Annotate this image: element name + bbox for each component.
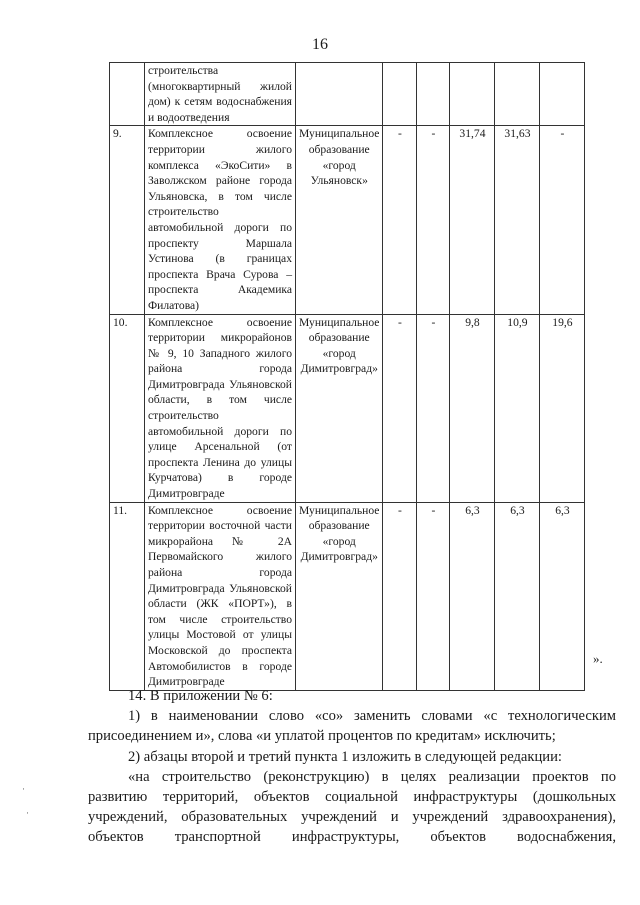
projects-table [109,62,585,691]
table-row [110,314,585,502]
value-cell: 10,9 [495,314,540,502]
project-name: Комплексное освоение территории микрорайонов № 9, 10 Западного жилого района города Димитровграда Ульяновской области, в том числе строительство автомобильной дороги по улице Арсенальной (от проспекта Ленина до улицы Курчатова) в городе Димитровграде [145,314,296,502]
row-number: 9. [110,126,145,314]
value-cell: - [417,126,450,314]
project-owner: Муниципальное образование «город Димитровград» [296,502,383,690]
project-name: Комплексное освоение территории жилого комплекса «ЭкоСити» в Заволжском районе города Ульяновска, в том числе строительство автомобильной дороги по проспекту Маршала Устинова (в границах проспекта Врача Сурова – проспекта Академика Филатова) [145,126,296,314]
value-cell: 31,74 [450,126,495,314]
value-cell: 19,6 [540,314,585,502]
value-cell: - [417,314,450,502]
value-cell: 6,3 [450,502,495,690]
value-cell [495,63,540,126]
closing-quote: ». [593,651,603,666]
row-number: 11. [110,502,145,690]
table-row [110,63,585,126]
value-cell: 9,8 [450,314,495,502]
project-owner: Муниципальное образование «город Ульяновск» [296,126,383,314]
paragraph: 2) абзацы второй и третий пункта 1 изложить в следующей редакции: [128,748,562,765]
scan-mark: · [26,808,29,818]
value-cell: 6,3 [495,502,540,690]
paragraph: 1) в наименовании слово «со» заменить словами «с технологическим присоединением и», слова «и уплатой процентов по кредитам» исключить; [88,708,616,745]
value-cell [417,63,450,126]
row-number: 10. [110,314,145,502]
paragraph: «на строительство (реконструкцию) в целях реализации проектов по развитию территорий, объектов социальной инфраструктуры (дошкольных учреждений, образовательных учреждений и учреждений здравоохранения), объектов транспортной инфраструктуры, объектов водоснабжения, [88,768,616,846]
value-cell: - [417,502,450,690]
value-cell: - [383,502,417,690]
paragraph: 14. В приложении № 6: [128,688,273,704]
table-row [110,502,585,690]
value-cell: - [540,126,585,314]
project-owner: Муниципальное образование «город Димитровград» [296,314,383,502]
project-name: Комплексное освоение территории восточной части микрорайона № 2А Первомайского жилого района города Димитровграда Ульяновской области (ЖК «ПОРТ»), в том числе строительство улицы Мостовой от улицы Московской до проспекта Автомобилистов в городе Димитровграде [145,502,296,690]
value-cell: 6,3 [540,502,585,690]
value-cell: - [383,314,417,502]
project-owner [296,63,383,126]
value-cell: - [383,126,417,314]
value-cell [450,63,495,126]
value-cell [383,63,417,126]
scan-mark: · [22,784,25,794]
body-text [88,686,616,848]
value-cell: 31,63 [495,126,540,314]
page-number: 16 [312,36,328,53]
project-name: строительства (многоквартирный жилой дом) к сетям водоснабжения и водоотведения [145,63,296,126]
row-number [110,63,145,126]
value-cell [540,63,585,126]
table-row [110,126,585,314]
